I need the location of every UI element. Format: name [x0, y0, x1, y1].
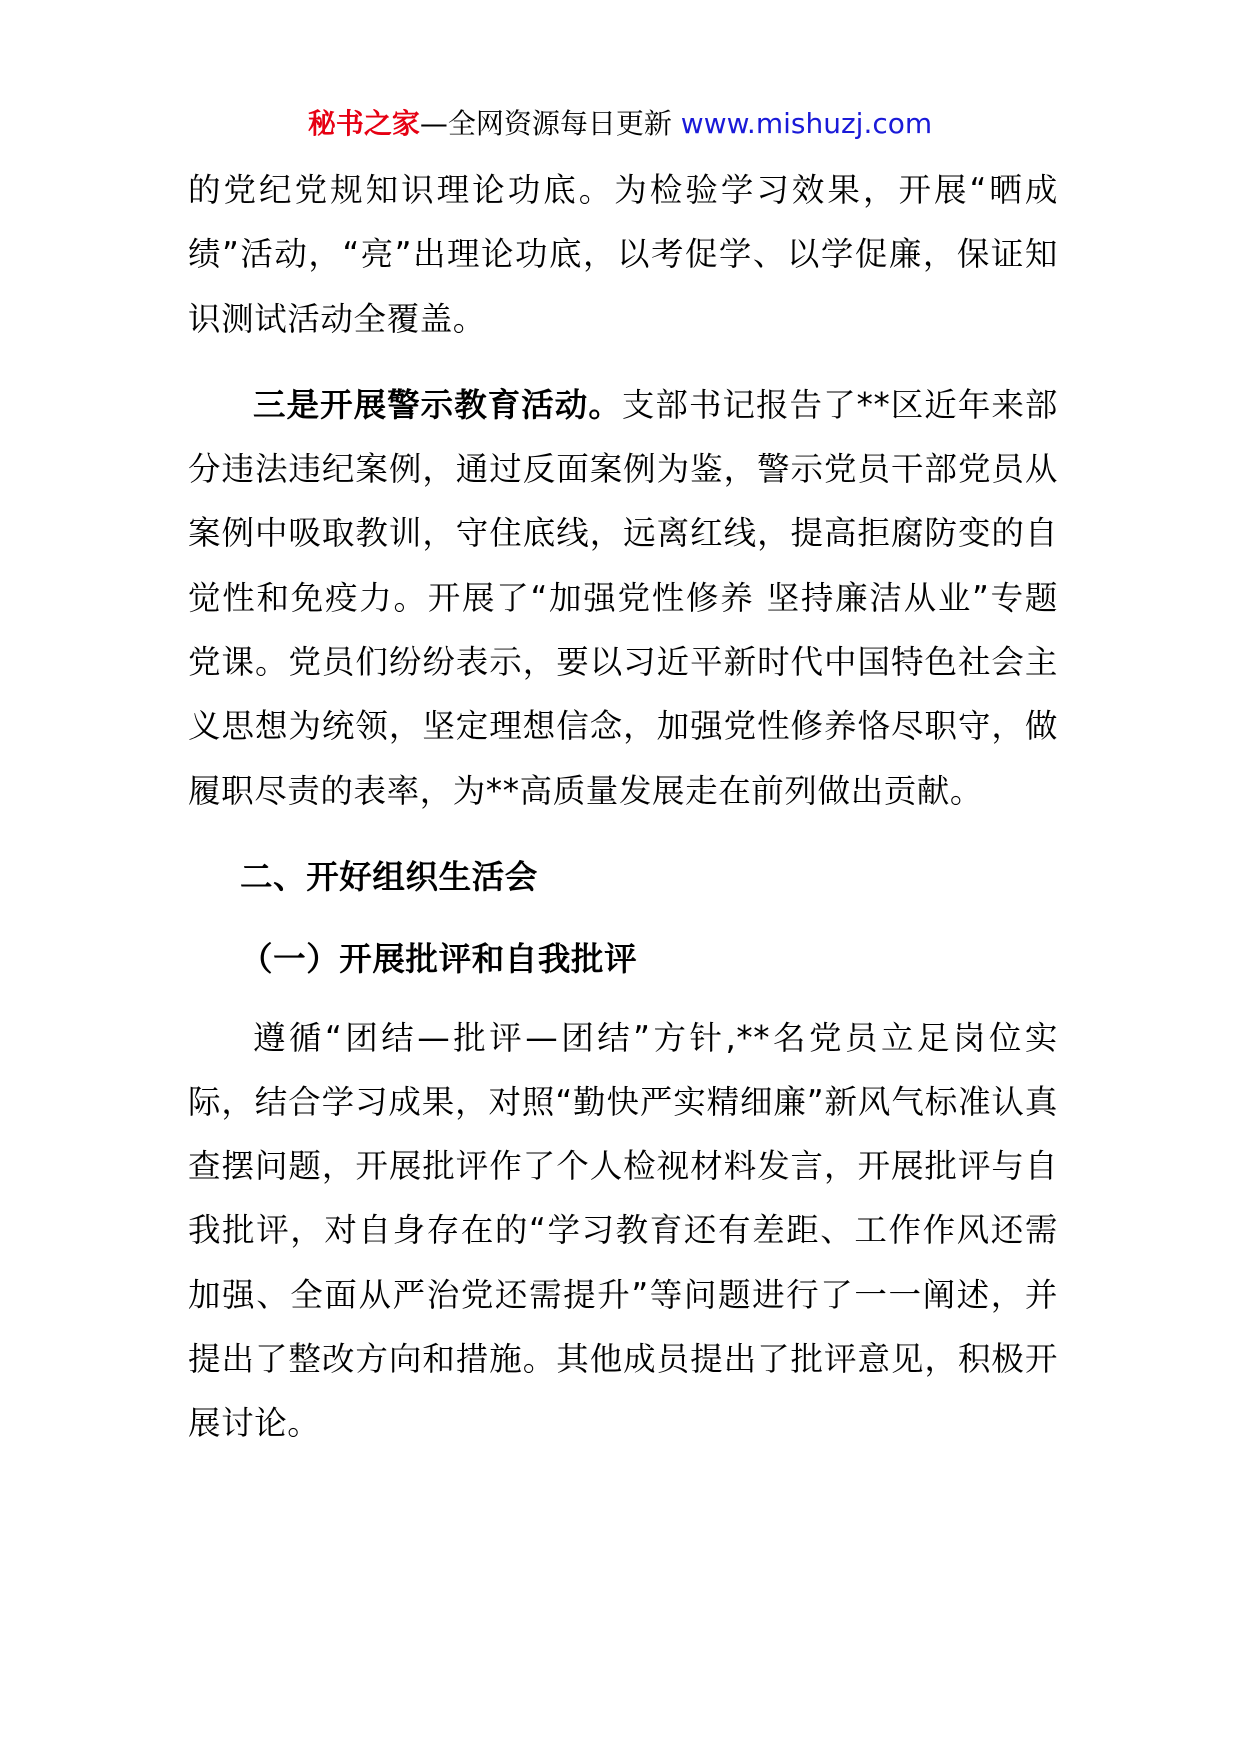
brand-name: 秘书之家 — [307, 107, 420, 140]
paragraph-lead-bold: 三是开展警示教育活动。 — [253, 385, 622, 424]
paragraph-criticism: 遵循“团结—批评—团结”方针,**名党员立足岗位实际，结合学习成果，对照“勤快严实精细廉”新风气标准认真查摆问题，开展批评作了个人检视材料发言，开展批评与自我批评，对自身存在的“学习教育还有差距、工作作风还需加强、全面从严治党还需提升”等问题进行了一一阐述，并提出了整改方向和措施。其他成员提出了批评意见，积极开展讨论。 — [188, 1018, 1058, 1443]
page-header — [0, 104, 1240, 144]
paragraph-gap — [188, 992, 1058, 1006]
paragraph-knowledge-test: 的党纪党规知识理论功底。为检验学习效果，开展“晒成绩”活动，“亮”出理论功底，以考促学、以学促廉，保证知识测试活动全覆盖。 — [188, 171, 1058, 338]
subsection-heading: （一）开展批评和自我批评 — [240, 940, 638, 979]
site-link[interactable]: www.mishuzj.com — [680, 107, 933, 140]
paragraph-gap — [188, 823, 1058, 845]
paragraph-gap — [188, 351, 1058, 373]
header-tagline: —全网资源每日更新 — [419, 107, 672, 140]
paragraph-body: 支部书记报告了**区近年来部分违法违纪案例，通过反面案例为鉴，警示党员干部党员从案例中吸取教训，守住底线，远离红线，提高拒腐防变的自觉性和免疫力。开展了“加强党性修养 坚持廉洁从业”专题党课。党员们纷纷表示，要以习近平新时代中国特色社会主义思想为统领，坚定理想信念，加强党性修养恪尽职守，做履职尽责的表率，为**高质量发展走在前列做出贡献。 — [188, 385, 1059, 810]
paragraph-warning-education — [188, 373, 1058, 823]
document-body — [188, 158, 1058, 1456]
section-heading: 二、开好组织生活会 — [240, 857, 538, 896]
subsection-heading-wrap — [188, 927, 1058, 991]
